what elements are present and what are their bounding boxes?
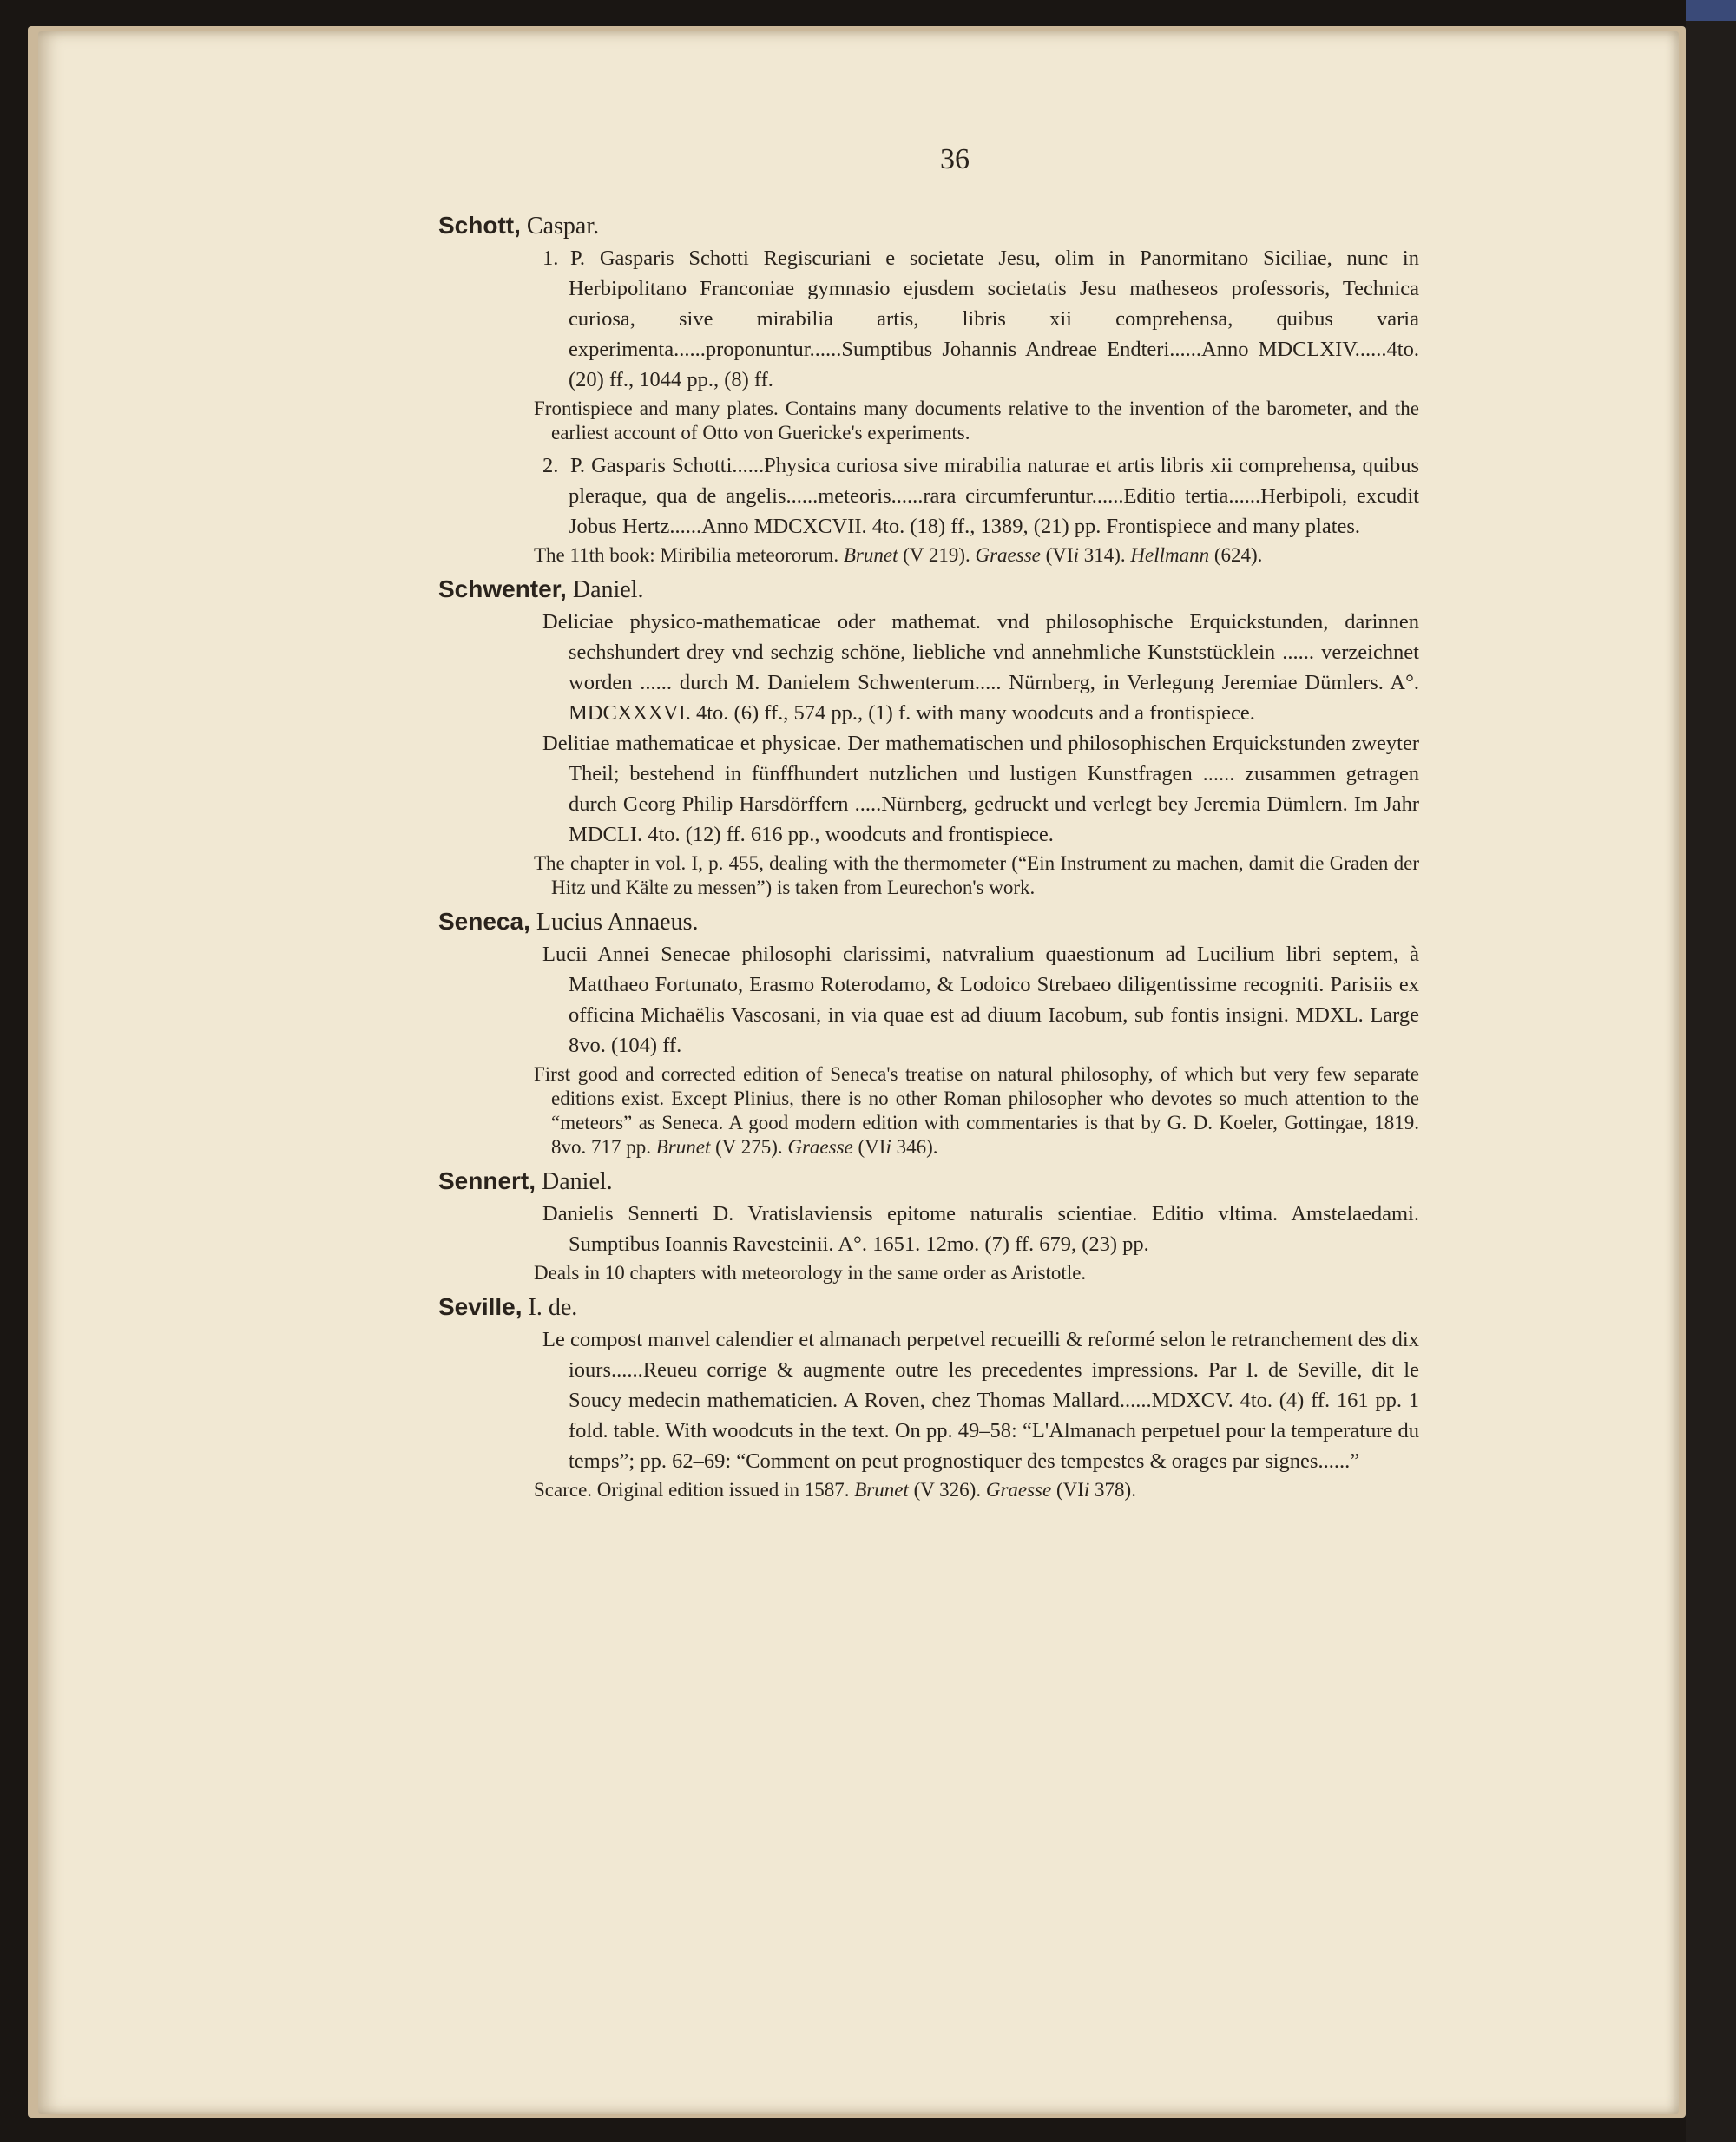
entry-number: 1.	[542, 246, 559, 270]
citation-source: Graesse	[985, 1479, 1052, 1501]
note-fragment: (VI	[1051, 1479, 1084, 1501]
citation-source: Hellmann	[1130, 544, 1210, 566]
bibliography-entry	[473, 728, 1419, 850]
citation-source: Brunet	[655, 1136, 711, 1158]
author-surname: Seneca,	[438, 908, 530, 935]
note-fragment: (V 219).	[898, 544, 976, 566]
author-given-name: I. de.	[528, 1294, 578, 1321]
page-content	[438, 143, 1419, 1508]
author-given-name: Caspar.	[526, 213, 600, 240]
bibliography-entry	[473, 1199, 1419, 1259]
entry-text: P. Gasparis Schotti Regiscuriani e societate Jesu, olim in Panormitano Siciliae, nunc in Herbipolitano Franconiae gymnasio ejusdem societatis Jesu matheseos professoris, Technica curiosa, sive mirabilia artis, libris xii comprehensa, quibus varia experimenta......proponuntur......Sumptibus Johannis Andreae Endteri......Anno MDCLXIV......4to. (20) ff., 1044 pp., (8) ff.	[569, 246, 1419, 391]
note-fragment: (VI	[1040, 544, 1074, 566]
citation-source: Graesse	[975, 544, 1041, 566]
note-fragment: 314).	[1078, 544, 1131, 566]
citation-source: Graesse	[787, 1136, 853, 1158]
citation-source: i	[1083, 1479, 1090, 1501]
bibliography-entry	[473, 939, 1419, 1061]
note-fragment: 378).	[1089, 1479, 1136, 1501]
scan-background	[1686, 0, 1736, 2142]
note-fragment: Scarce. Original edition issued in 1587.	[534, 1479, 855, 1501]
entry-text: P. Gasparis Schotti......Physica curiosa sive mirabilia naturae et artis libris xii comprehensa, quibus pleraque, qua de angelis......meteoris......rara circumferuntur......Editio tertia......Herbipoli, excudit Jobus Hertz......Anno MDCXCVII. 4to. (18) ff., 1389, (21) pp. Frontispiece and many plates.	[569, 454, 1419, 538]
entry-text: Lucii Annei Senecae philosophi clarissimi, natvralium quaestionum ad Lucilium libri septem, à Matthaeo Fortunato, Erasmo Roterodamo, & Lodoico Strebaeo diligentissime recogniti. Parisiis ex officina Michaëlis Vascosani, in via quae est ad diuum Iacobum, sub fontis insigni. MDXL. Large 8vo. (104) ff.	[542, 943, 1419, 1057]
entry-text: Delitiae mathematicae et physicae. Der mathematischen und philosophischen Erquickstunden zweyter Theil; bestehend in fünffhundert nutzlichen und lustigen Kunstfragen ...... zusammen getragen durch Georg Philip Harsdörffern .....Nürnberg, gedruckt und verlegt bey Jeremia Dümlern. Im Jahr MDCLI. 4to. (12) ff. 616 pp., woodcuts and frontispiece.	[542, 732, 1419, 846]
entry-note: Deals in 10 chapters with meteorology in the same order as Aristotle.	[534, 1262, 1087, 1284]
note-fragment: First good and corrected edition of Seneca's treatise on natural philosophy, of which but very few separate editions exist. Except Plinius, there is no other Roman philosopher who devotes so much attention to the “meteors” as Seneca. A good modern edition with commentaries is that by G. D. Koeler, Gottingae, 1819. 8vo. 717 pp.	[534, 1063, 1419, 1158]
entry-note: The chapter in vol. I, p. 455, dealing with the thermometer (“Ein Instrument zu machen, damit die Graden der Hitz und Kälte zu messen”) is taken from Leurechon's work.	[534, 852, 1419, 898]
author-surname: Schwenter,	[438, 575, 567, 602]
author-heading	[438, 1166, 1419, 1197]
citation-source: i	[1073, 544, 1079, 566]
bibliography-entry	[473, 243, 1419, 395]
bibliography-entries	[438, 211, 1419, 1502]
author-heading	[438, 907, 1419, 937]
author-surname: Schott,	[438, 212, 521, 239]
entry-text: Danielis Sennerti D. Vratislaviensis epitome naturalis scientiae. Editio vltima. Amstelaedami. Sumptibus Ioannis Ravesteinii. A°. 1651. 12mo. (7) ff. 679, (23) pp.	[542, 1202, 1419, 1256]
entry-note	[438, 543, 1419, 568]
author-heading	[438, 211, 1419, 241]
author-heading	[438, 1292, 1419, 1323]
author-heading	[438, 575, 1419, 605]
entry-number: 2.	[542, 454, 559, 477]
author-surname: Sennert,	[438, 1167, 536, 1194]
citation-source: i	[885, 1136, 891, 1158]
citation-source: Brunet	[843, 544, 898, 566]
bibliography-entry	[473, 450, 1419, 542]
entry-text: Deliciae physico-mathematicae oder mathemat. vnd philosophische Erquickstunden, darinnen sechshundert drey vnd sechzig schöne, liebliche vnd annehmliche Kunststücklein ...... verzeichnet worden ...... durch M. Danielem Schwenterum..... Nürnberg, in Verlegung Jeremiae Dümlers. A°. MDCXXXVI. 4to. (6) ff., 574 pp., (1) f. with many woodcuts and a frontispiece.	[542, 610, 1419, 725]
citation-source: Brunet	[854, 1479, 909, 1501]
bibliography-entry	[473, 1324, 1419, 1476]
corner-color-tab	[1686, 0, 1736, 21]
note-fragment: (V 275).	[710, 1136, 788, 1158]
note-fragment: (624).	[1209, 544, 1263, 566]
page-number: 36	[940, 143, 970, 175]
note-fragment: The 11th book: Miribilia meteororum.	[534, 544, 844, 566]
note-fragment: (V 326).	[908, 1479, 986, 1501]
note-fragment: (VI	[852, 1136, 886, 1158]
author-given-name: Daniel.	[542, 1168, 613, 1195]
entry-note: Frontispiece and many plates. Contains many documents relative to the invention of the barometer, and the earliest account of Otto von Guericke's experiments.	[534, 398, 1419, 444]
entry-note	[438, 1478, 1419, 1502]
entry-note	[438, 1062, 1419, 1160]
author-surname: Seville,	[438, 1293, 523, 1320]
entry-text: Le compost manvel calendier et almanach perpetvel recueilli & reformé selon le retranchement des dix iours......Reueu corrige & augmente outre les precedentes impressions. Par I. de Seville, dit le Soucy medecin mathematicien. A Roven, chez Thomas Mallard......MDXCV. 4to. (4) ff. 161 pp. 1 fold. table. With woodcuts in the text. On pp. 49–58: “L'Almanach perpetuel pour la temperature du temps”; pp. 62–69: “Comment on peut prognostiquer des tempestes & orages par signes......”	[542, 1328, 1419, 1473]
author-given-name: Daniel.	[572, 576, 644, 603]
bibliography-entry	[473, 607, 1419, 728]
note-fragment: 346).	[891, 1136, 938, 1158]
author-given-name: Lucius Annaeus.	[536, 909, 699, 936]
